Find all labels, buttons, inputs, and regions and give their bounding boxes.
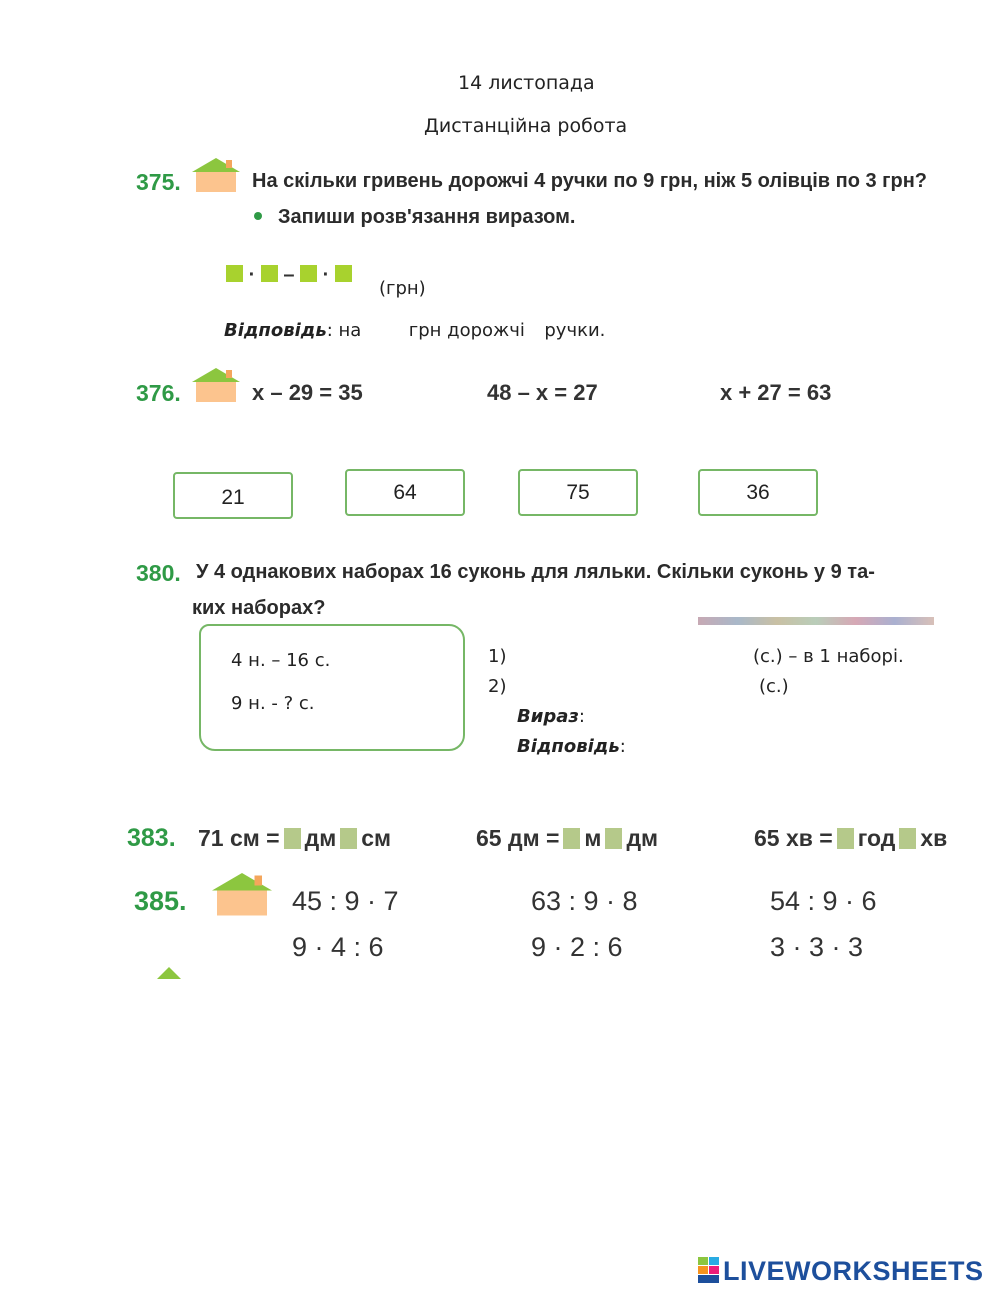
answer-option-1[interactable]: 21 xyxy=(173,472,293,519)
task-375-bullet: Запиши розв'язання виразом. xyxy=(278,206,576,228)
expr-label-text: Вираз xyxy=(517,706,579,727)
conv-3-left: 65 хв = xyxy=(754,825,833,851)
unit-label: (грн) xyxy=(379,278,426,299)
expression-template xyxy=(226,264,352,287)
blank-square-2[interactable] xyxy=(261,265,278,282)
equation-1: x – 29 = 35 xyxy=(252,380,363,405)
step-1-label: 1) xyxy=(488,646,507,667)
equation-3: x + 27 = 63 xyxy=(720,380,832,405)
answer-label-text: Відповідь xyxy=(517,736,620,757)
expr-r1c1: 45 : 9 · 7 xyxy=(292,886,399,916)
conv-3-unit-2: хв xyxy=(920,825,948,851)
house-icon xyxy=(192,368,240,402)
blank-square-3[interactable] xyxy=(300,265,317,282)
page-subtitle: Дистанційна робота xyxy=(424,115,628,137)
answer-part-1: : на xyxy=(326,320,362,341)
conversion-1 xyxy=(198,825,391,852)
blank-square-4[interactable] xyxy=(335,265,352,282)
blank-square[interactable] xyxy=(837,828,854,849)
step-1-tail: (с.) – в 1 наборі. xyxy=(753,646,904,667)
op-2: – xyxy=(283,264,295,286)
task-380-line1: У 4 однакових наборах 16 суконь для ляльки. Скільки суконь у 9 та- xyxy=(196,561,875,583)
blank-square[interactable] xyxy=(340,828,357,849)
conv-1-unit-1: дм xyxy=(304,825,337,851)
expression-label xyxy=(517,706,585,727)
expr-colon: : xyxy=(578,706,585,727)
house-icon xyxy=(192,158,240,192)
answer-option-2[interactable]: 64 xyxy=(345,469,465,516)
separator-bar xyxy=(698,617,934,625)
answer-option-4[interactable]: 36 xyxy=(698,469,818,516)
blank-square[interactable] xyxy=(899,828,916,849)
expr-r1c3: 54 : 9 · 6 xyxy=(770,886,877,916)
task-376-number: 376. xyxy=(136,380,181,406)
conv-1-unit-2: см xyxy=(361,825,392,851)
op-3: · xyxy=(322,264,330,286)
conversion-3 xyxy=(754,825,947,852)
condition-box xyxy=(199,624,465,751)
answer-part-2: грн дорожчі xyxy=(408,320,525,341)
task-375-question: На скільки гривень дорожчі 4 ручки по 9 грн, ніж 5 олівців по 3 грн? xyxy=(252,170,927,192)
condition-line-1: 4 н. – 16 с. xyxy=(231,650,331,671)
blank-square[interactable] xyxy=(284,828,301,849)
condition-line-2: 9 н. - ? с. xyxy=(231,693,315,714)
op-1: · xyxy=(248,264,256,286)
task-380-number: 380. xyxy=(136,560,181,586)
answer-colon: : xyxy=(619,736,626,757)
house-icon xyxy=(212,873,287,928)
blank-square[interactable] xyxy=(563,828,580,849)
conv-2-unit-2: дм xyxy=(626,825,659,851)
task-375-number: 375. xyxy=(136,169,181,195)
liveworksheets-logo xyxy=(698,1256,984,1287)
bullet-icon xyxy=(254,212,262,220)
conv-2-unit-1: м xyxy=(584,825,602,851)
expr-r2c1: 9 · 4 : 6 xyxy=(292,932,384,962)
task-375-answer xyxy=(224,320,605,341)
blank-square-1[interactable] xyxy=(226,265,243,282)
equation-2: 48 – x = 27 xyxy=(487,380,598,405)
task-383-number: 383. xyxy=(127,824,176,852)
conversion-2 xyxy=(476,825,658,852)
blank-square[interactable] xyxy=(605,828,622,849)
cropped-roof-icon xyxy=(157,967,181,979)
expr-r1c2: 63 : 9 · 8 xyxy=(531,886,638,916)
answer-label: Відповідь xyxy=(224,320,327,341)
step-2-label: 2) xyxy=(488,676,507,697)
liveworksheets-logo-icon xyxy=(698,1257,720,1281)
answer-option-3[interactable]: 75 xyxy=(518,469,638,516)
page-date: 14 листопада xyxy=(458,72,595,94)
step-2-tail: (с.) xyxy=(759,676,789,697)
answer-part-3: ручки. xyxy=(544,320,606,341)
conv-2-left: 65 дм = xyxy=(476,825,560,851)
expr-r2c3: 3 · 3 · 3 xyxy=(770,932,864,962)
expr-r2c2: 9 · 2 : 6 xyxy=(531,932,623,962)
conv-1-left: 71 см = xyxy=(198,825,280,851)
task-380-line2: ких наборах? xyxy=(192,597,326,619)
conv-3-unit-1: год xyxy=(857,825,896,851)
task-385-number: 385. xyxy=(134,886,187,916)
answer-label-380 xyxy=(517,736,626,757)
logo-text: LIVEWORKSHEETS xyxy=(723,1256,984,1286)
